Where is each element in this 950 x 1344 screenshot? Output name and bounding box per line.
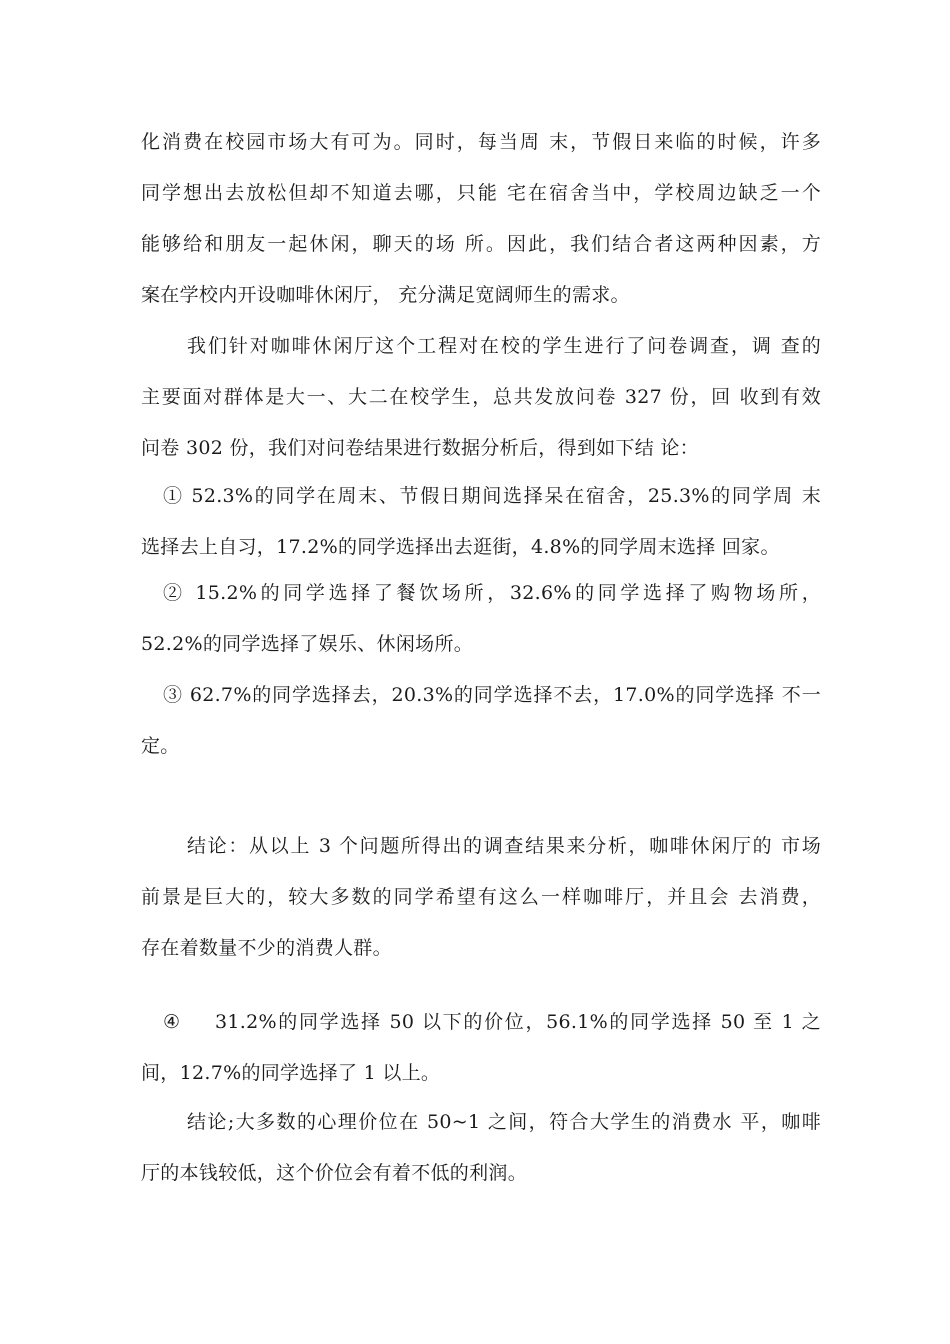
item-3-line-1: ③ 62.7%的同学选择去，20.3%的同学选择不去，17.0%的同学选择 不一 xyxy=(163,684,821,706)
item-2-line-2: 52.2%的同学选择了娱乐、休闲场所。 xyxy=(141,633,474,655)
conclusion-1-line-3: 存在着数量不少的消费人群。 xyxy=(141,937,392,959)
conclusion-1-line-1: 结论：从以上 3 个问题所得出的调查结果来分析，咖啡休闲厅的 市场 xyxy=(187,835,821,857)
conclusion-2-line-2: 厅的本钱较低，这个价位会有着不低的利润。 xyxy=(141,1162,528,1184)
item-1-line-2: 选择去上自习，17.2%的同学选择出去逛街，4.8%的同学周末选择 回家。 xyxy=(141,536,780,558)
survey-line-2: 主要面对群体是大一、大二在校学生，总共发放问卷 327 份，回 收到有效 xyxy=(141,386,821,408)
intro-line-1: 化消费在校园市场大有可为。同时，每当周 末，节假日来临的时候，许多 xyxy=(141,131,821,153)
item-4-line-1: 31.2%的同学选择 50 以下的价位，56.1%的同学选择 50 至 1 之 xyxy=(215,1011,821,1033)
item-4-line-2: 间，12.7%的同学选择了 1 以上。 xyxy=(141,1062,441,1084)
intro-line-4: 案在学校内开设咖啡休闲厅， 充分满足宽阔师生的需求。 xyxy=(141,284,630,306)
item-1-line-1: ① 52.3%的同学在周末、节假日期间选择呆在宿舍，25.3%的同学周 末 xyxy=(163,485,821,507)
item-3-line-2: 定。 xyxy=(141,735,180,757)
conclusion-2-line-1: 结论;大多数的心理价位在 50~1 之间，符合大学生的消费水 平，咖啡 xyxy=(187,1111,821,1133)
item-2-line-1: ② 15.2%的同学选择了餐饮场所，32.6%的同学选择了购物场所， xyxy=(163,582,821,604)
item-4-marker: ④ xyxy=(163,1011,181,1033)
conclusion-1-line-2: 前景是巨大的，较大多数的同学希望有这么一样咖啡厅，并且会 去消费， xyxy=(141,886,821,908)
survey-line-1: 我们针对咖啡休闲厅这个工程对在校的学生进行了问卷调查，调 查的 xyxy=(187,335,821,357)
intro-line-2: 同学想出去放松但却不知道去哪，只能 宅在宿舍当中，学校周边缺乏一个 xyxy=(141,182,821,204)
intro-line-3: 能够给和朋友一起休闲，聊天的场 所。因此，我们结合者这两种因素，方 xyxy=(141,233,821,255)
survey-line-3: 问卷 302 份，我们对问卷结果进行数据分析后，得到如下结 论： xyxy=(141,437,699,459)
